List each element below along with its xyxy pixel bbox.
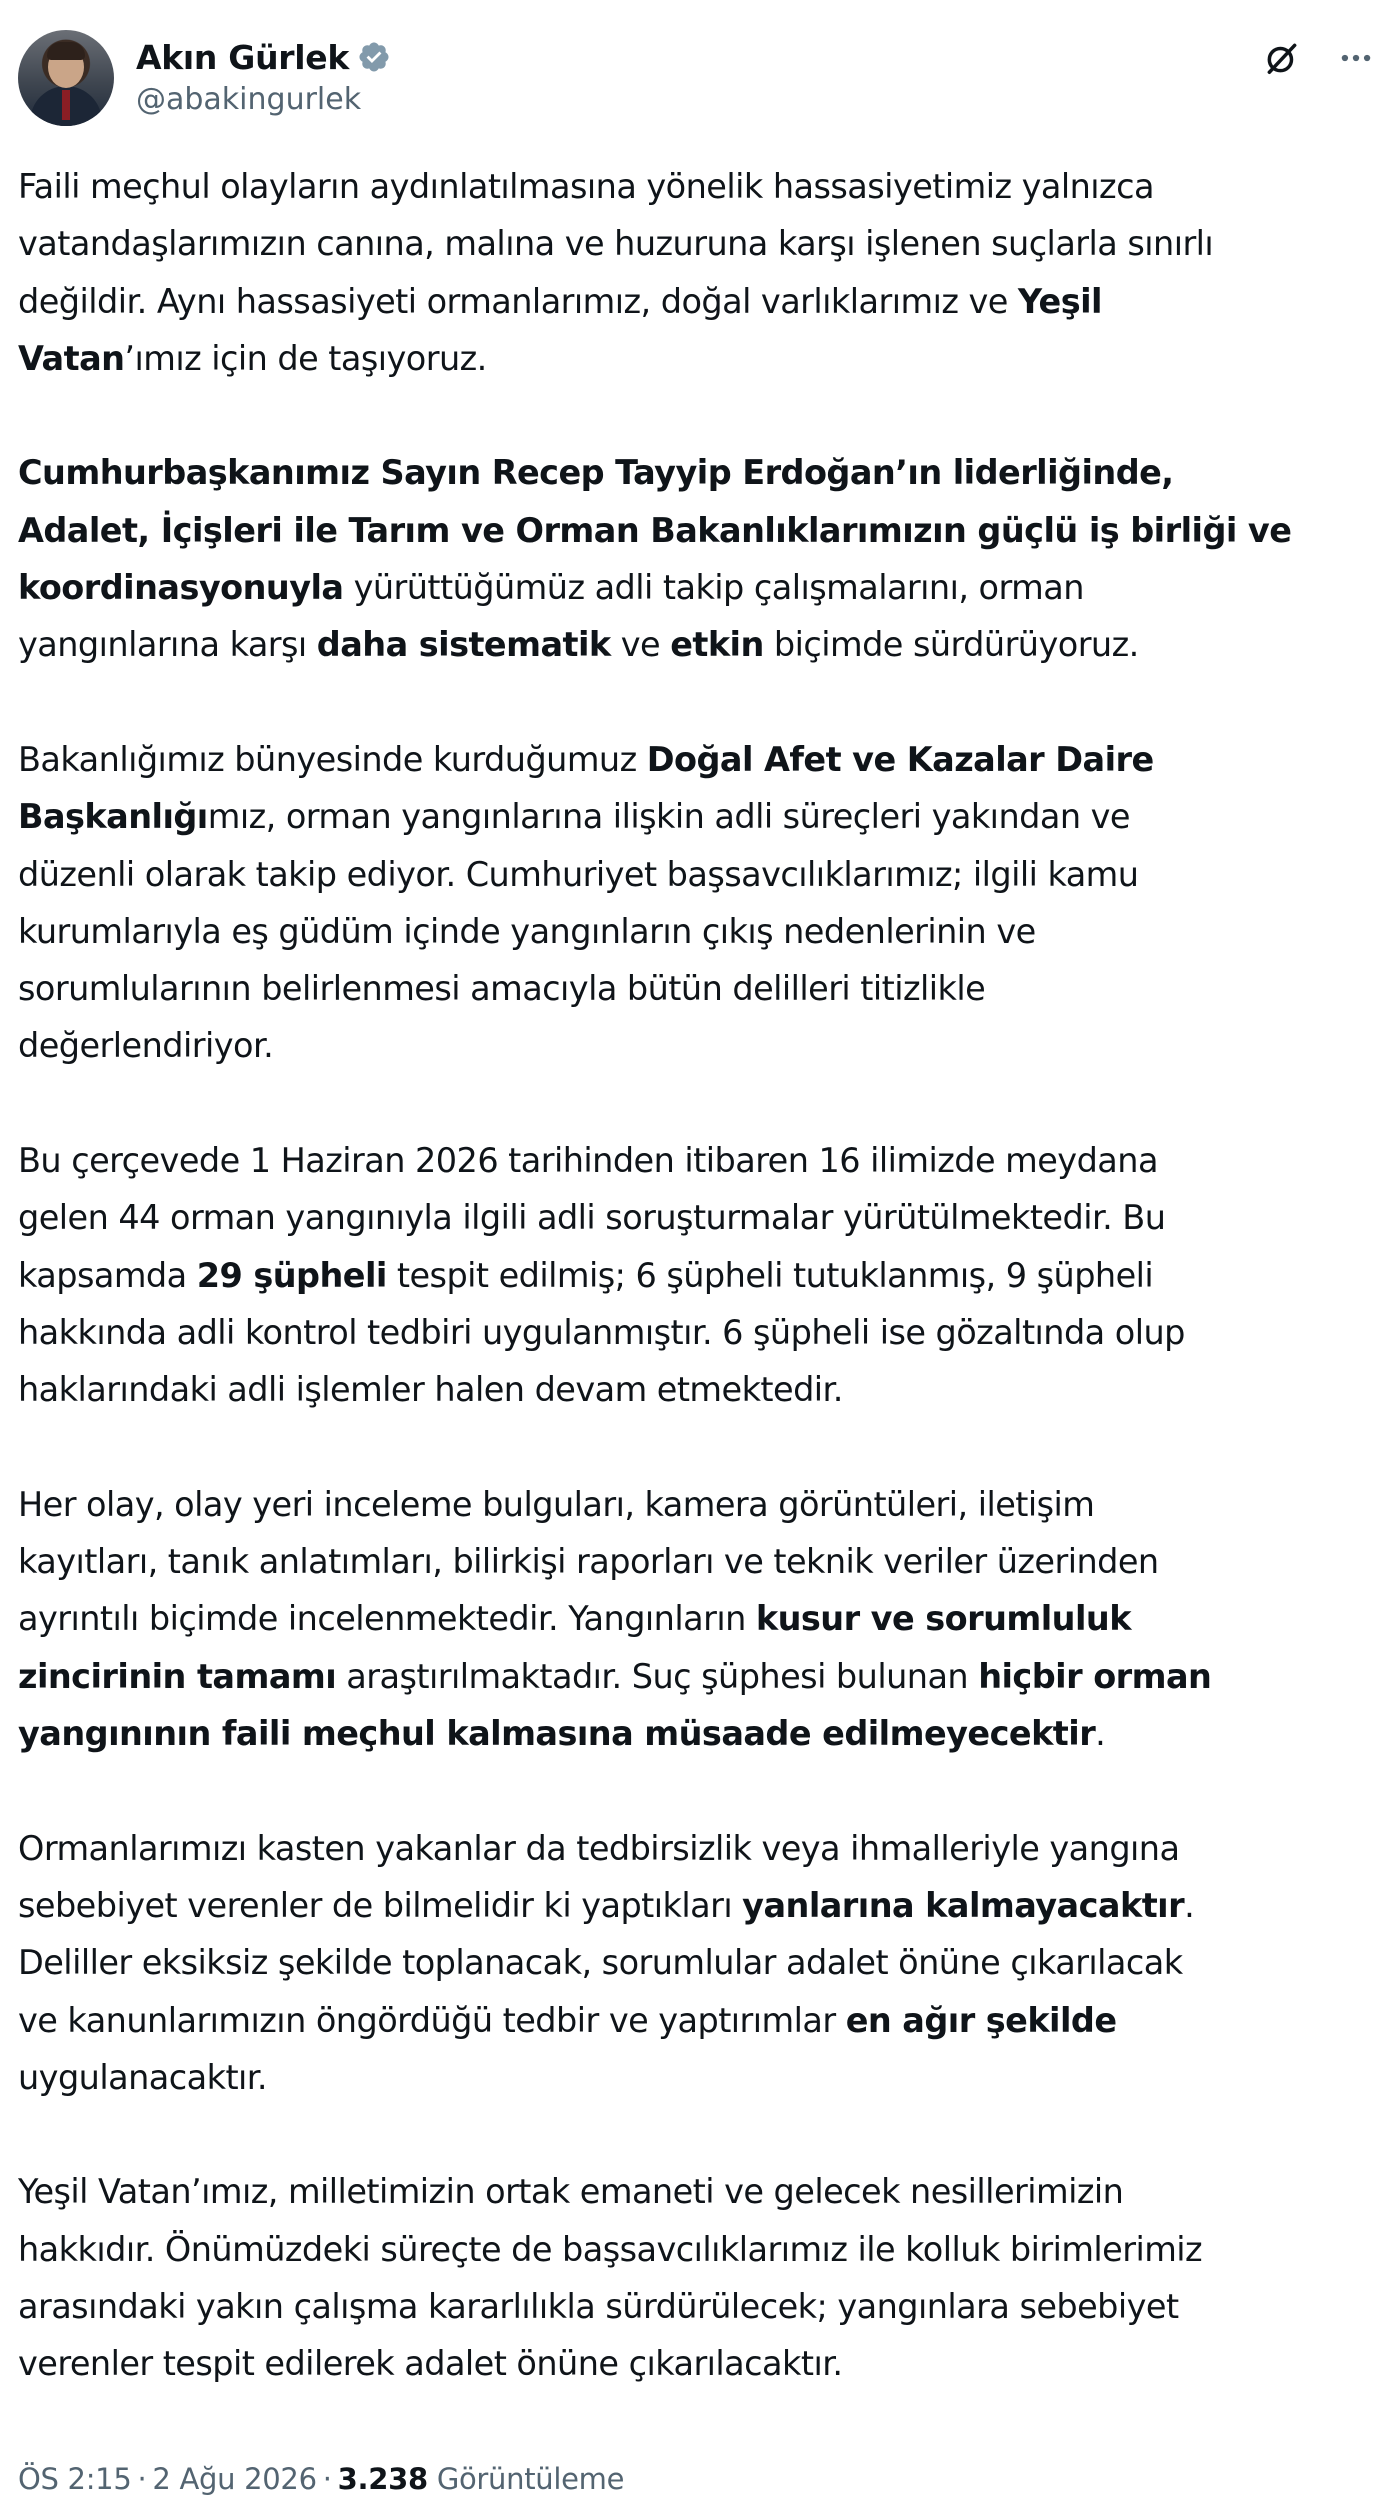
tweet-paragraph [18,1476,1380,1762]
text-segment: verenler tespit edilerek adalet önüne çıkarılacaktır. [18,2344,843,2384]
text-segment: vatandaşlarımızın canına, malına ve huzuruna karşı işlenen suçlarla sınırlı [18,224,1214,264]
text-segment: Yeşil Vatan’ımız, milletimizin ortak emaneti ve gelecek nesillerimizin [18,2172,1124,2212]
text-line [18,2163,1380,2220]
bold-text: yanlarına kalmayacaktır [742,1885,1185,1925]
text-line [18,273,1380,330]
text-segment: araştırılmaktadır. Suç şüphesi bulunan [336,1656,979,1696]
text-line [18,502,1380,559]
text-segment: . [1095,1714,1106,1754]
text-segment: Bu çerçevede 1 Haziran 2026 tarihinden itibaren 16 ilimizde meydana [18,1141,1158,1181]
header-actions [1262,38,1376,78]
text-segment: uygulanacaktır. [18,2057,268,2097]
views-label[interactable]: Görüntüleme [436,2462,625,2496]
tweet-header [18,30,1382,130]
avatar[interactable] [18,30,114,126]
text-segment: ayrıntılı biçimde incelenmektedir. Yangınların [18,1599,756,1639]
tweet-paragraph [18,1820,1380,2106]
text-line [18,788,1380,845]
bold-text: Doğal Afet ve Kazalar Daire [646,739,1154,779]
text-line [18,846,1380,903]
bold-text: yangınının faili meçhul kalmasına müsaade edilmeyecektir [18,1714,1096,1754]
tweet-paragraph [18,2163,1380,2392]
text-line [18,2221,1380,2278]
bold-text: Vatan [18,338,125,378]
text-line [18,1017,1380,1074]
tweet-paragraph [18,1132,1380,1418]
avatar-hair [47,42,85,60]
tweet-meta [18,2462,624,2496]
text-line [18,2278,1380,2335]
text-segment: değildir. Aynı hassasiyeti ormanlarımız, doğal varlıklarımız ve [18,281,1018,321]
text-line [18,1304,1380,1361]
bold-text: en ağır şekilde [845,2000,1117,2040]
text-line [18,1877,1380,1934]
author-handle[interactable]: @abakingurlek [136,82,362,117]
tweet-paragraph [18,158,1380,387]
tweet-date[interactable]: 2 Ağu 2026 [152,2462,317,2496]
bold-text: 29 şüpheli [196,1255,387,1295]
text-line [18,1132,1380,1189]
avatar-tie [62,90,70,120]
text-segment: ve kanunlarımızın öngördüğü tedbir ve yaptırımlar [18,2000,846,2040]
text-segment: düzenli olarak takip ediyor. Cumhuriyet başsavcılıklarımız; ilgili kamu [18,854,1139,894]
text-line [18,1533,1380,1590]
text-segment: kurumlarıyla eş güdüm içinde yangınların çıkış nedenlerinin ve [18,911,1036,951]
text-line [18,1705,1380,1762]
author-name-row[interactable] [136,36,391,78]
text-segment: hakkıdır. Önümüzdeki süreçte de başsavcılıklarımız ile kolluk birimlerimiz [18,2229,1203,2269]
text-line [18,1361,1380,1418]
bold-text: Başkanlığı [18,797,208,837]
bold-text: Cumhurbaşkanımız Sayın Recep Tayyip Erdoğan’ın liderliğinde, [18,453,1174,493]
text-segment: değerlendiriyor. [18,1026,274,1066]
text-segment: yürüttüğümüz adli takip çalışmalarını, orman [343,568,1084,608]
text-segment: Bakanlığımız bünyesinde kurduğumuz [18,739,647,779]
text-line [18,215,1380,272]
text-segment: kapsamda [18,1255,197,1295]
text-line [18,330,1380,387]
text-segment: Faili meçhul olayların aydınlatılmasına yönelik hassasiyetimiz yalnızca [18,167,1154,206]
text-segment: tespit edilmiş; 6 şüpheli tutuklanmış, 9 şüpheli [386,1255,1154,1295]
text-line [18,1934,1380,1991]
author-display-name[interactable]: Akın Gürlek [136,37,349,77]
text-line [18,1648,1380,1705]
text-segment: gelen 44 orman yangınıyla ilgili adli soruşturmalar yürütülmektedir. Bu [18,1198,1166,1238]
tweet-time[interactable]: ÖS 2:15 [18,2462,132,2496]
bold-text: etkin [670,625,764,665]
text-line [18,960,1380,1017]
text-segment: sorumlularının belirlenmesi amacıyla bütün delilleri titizlikle [18,969,986,1009]
meta-separator: · [137,2462,147,2496]
more-options-button[interactable] [1336,38,1376,78]
more-options-icon [1337,39,1375,77]
text-line [18,616,1380,673]
text-line [18,1247,1380,1304]
text-segment: ve [610,625,671,665]
bold-text: Yeşil [1017,281,1102,321]
bold-text: Adalet, İçişleri ile Tarım ve Orman Bakanlıklarımızın güçlü iş birliği ve [18,510,1292,550]
text-line [18,2049,1380,2106]
text-line [18,2335,1380,2392]
text-segment: Her olay, olay yeri inceleme bulguları, kamera görüntüleri, iletişim [18,1484,1095,1524]
text-segment: kayıtları, tanık anlatımları, bilirkişi raporları ve teknik veriler üzerinden [18,1542,1159,1582]
text-line [18,1992,1380,2049]
bold-text: kusur ve sorumluluk [755,1599,1131,1639]
text-segment: mız, orman yangınlarına ilişkin adli süreçleri yakından ve [207,797,1130,837]
text-segment: haklarındaki adli işlemler halen devam etmektedir. [18,1370,843,1410]
text-line [18,158,1380,215]
text-segment: ’ımız için de taşıyoruz. [124,338,487,378]
text-line [18,444,1380,501]
text-line [18,1820,1380,1877]
text-segment: . [1184,1885,1195,1925]
views-count[interactable]: 3.238 [337,2462,428,2496]
text-line [18,1590,1380,1647]
tweet-paragraph [18,444,1380,673]
text-line [18,1476,1380,1533]
tweet-text [18,158,1380,2393]
grok-button[interactable] [1262,38,1302,78]
text-segment: Deliller eksiksiz şekilde toplanacak, sorumlular adalet önüne çıkarılacak [18,1943,1183,1983]
meta-separator: · [322,2462,332,2496]
text-line [18,903,1380,960]
bold-text: koordinasyonuyla [18,568,344,608]
bold-text: daha sistematik [316,625,611,665]
text-segment: Ormanlarımızı kasten yakanlar da tedbirsizlik veya ihmalleriyle yangına [18,1828,1180,1868]
bold-text: hiçbir orman [978,1656,1212,1696]
text-line [18,1189,1380,1246]
text-line [18,731,1380,788]
grok-icon [1263,39,1301,77]
text-line [18,559,1380,616]
text-segment: arasındaki yakın çalışma kararlılıkla sürdürülecek; yangınlara sebebiyet [18,2286,1179,2326]
verified-badge-icon [357,40,391,74]
bold-text: zincirinin tamamı [18,1656,337,1696]
text-segment: hakkında adli kontrol tedbiri uygulanmıştır. 6 şüpheli ise gözaltında olup [18,1312,1185,1352]
text-segment: yangınlarına karşı [18,625,317,665]
tweet-paragraph [18,731,1380,1075]
text-segment: biçimde sürdürüyoruz. [763,625,1139,665]
text-segment: sebebiyet verenler de bilmelidir ki yaptıkları [18,1885,743,1925]
